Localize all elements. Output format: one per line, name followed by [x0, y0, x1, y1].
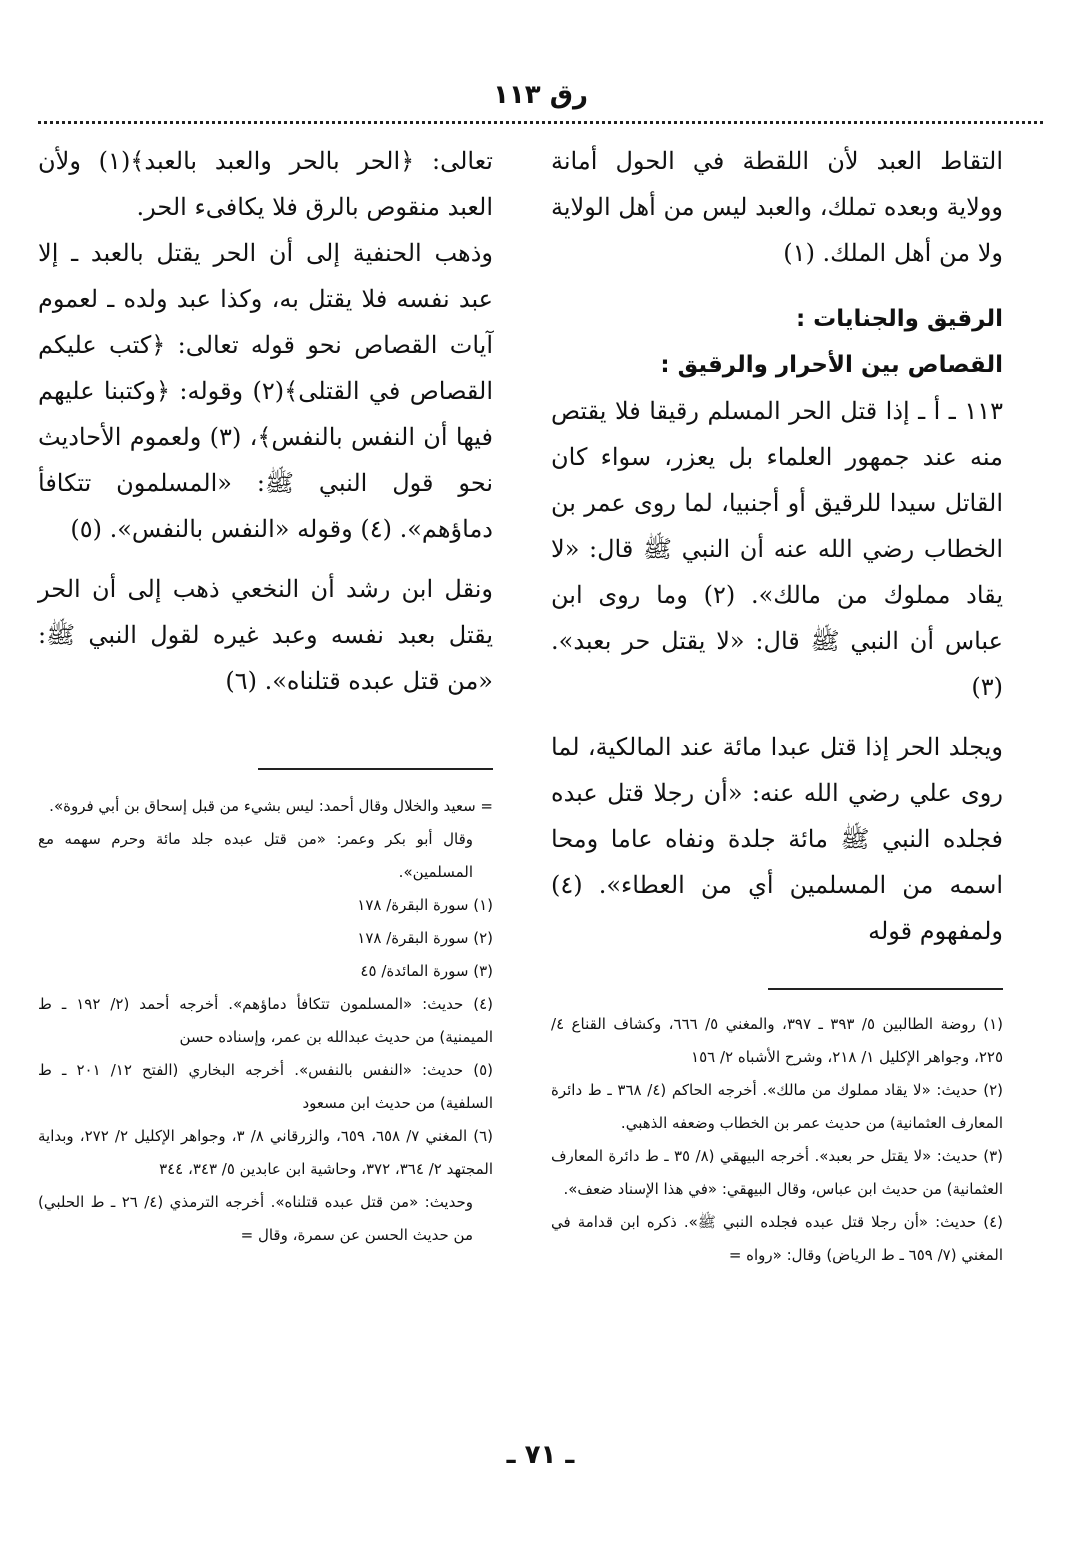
footnote: (٣) حديث: «لا يقتل حر بعبد». أخرجه البيهقي (٨/ ٣٥ ـ ط دائرة المعارف العثمانية) من حديث ابن عباس، وقال البيهقي: «في هذا الإسناد ضعف». [551, 1147, 1003, 1198]
running-title: رق ١١٣ [493, 80, 588, 110]
footnote: (٥) حديث: «النفس بالنفس». أخرجه البخاري (الفتح ١٢/ ٢٠١ ـ ط السلفية) من حديث ابن مسعود [38, 1061, 493, 1112]
footnote: (١) روضة الطالبين ٥/ ٣٩٣ ـ ٣٩٧، والمغني ٥/ ٦٦٦، وكشاف القناع ٤/ ٢٢٥، وجواهر الإكليل ١/ ٢١٨، وشرح الأشباه ٢/ ١٥٦ [551, 1015, 1003, 1066]
footnote: (٤) حديث: «أن رجلا قتل عبده فجلده النبي ﷺ». ذكره ابن قدامة في المغني (٧/ ٦٥٩ ـ ط الرياض) وقال: «رواه = [551, 1213, 1003, 1264]
footnote: (٢) حديث: «لا يقاد مملوك من مالك». أخرجه الحاكم (٤/ ٣٦٨ ـ ط دائرة المعارف العثمانية) من حديث عمر بن الخطاب وضعفه الذهبي. [551, 1081, 1003, 1132]
footnote: وحديث: «من قتل عبده قتلناه». أخرجه الترمذي (٤/ ٢٦ ـ ط الحلبي) من حديث الحسن عن سمرة، وقال = [38, 1193, 473, 1244]
footnote: (٦) المغني ٧/ ٦٥٨، ٦٥٩، والزرقاني ٨/ ٣، وجواهر الإكليل ٢/ ٢٧٢، وبداية المجتهد ٢/ ٣٦٤، ٣٧٢، وحاشية ابن عابدين ٥/ ٣٤٣، ٣٤٤ [38, 1127, 494, 1178]
paragraph-nakhai: ونقل ابن رشد أن النخعي ذهب إلى أن الحر يقتل بعبد نفسه وعبد غيره لقول النبي ﷺ: «من قتل عبده قتلناه». (٦) [38, 575, 493, 695]
footnote: (٤) حديث: «المسلمون تتكافأ دماؤهم». أخرجه أحمد (٢/ ١٩٢ ـ ط الميمنية) من حديث عبدالله بن عمر، وإسناده حسن [38, 995, 494, 1046]
footnote: (٢) سورة البقرة/ ١٧٨ [357, 929, 493, 947]
page-number: ـ ٧١ ـ [506, 1440, 575, 1470]
footnote: (١) سورة البقرة/ ١٧٨ [357, 896, 493, 914]
paragraph-maliki: ويجلد الحر إذا قتل عبدا مائة عند المالكية، لما روى علي رضي الله عنه: «أن رجلا قتل عبده فجلده النبي ﷺ مائة جلدة ونفاه عاما ومحا اسمه من المسلمين أي من العطاء». (٤) ولمفهوم قوله [551, 733, 1003, 945]
paragraph-113: ١١٣ ـ أ ـ إذا قتل الحر المسلم رقيقا فلا يقتص منه عند جمهور العلماء بل يعزر، سواء كان القاتل سيدا للرقيق أو أجنبيا، لما روى عمر بن الخطاب رضي الله عنه أن النبي ﷺ قال: «لا يقاد مملوك من مالك». (٢) وما روى ابن عباس أن النبي ﷺ قال: «لا يقتل حر بعبد». (٣) [551, 397, 1004, 701]
footnotes-right [551, 1008, 1003, 1272]
right-column [551, 138, 1003, 954]
header-dotted-rule [38, 121, 1043, 124]
footnote: وقال أبو بكر وعمر: «من قتل عبده جلد مائة وحرم سهمه مع المسلمين». [38, 830, 473, 881]
paragraph-continuation: تعالى: ﴿الحر بالحر والعبد بالعبد﴾(١) ولأن العبد منقوص بالرق فلا يكافىء الحر. [38, 147, 493, 221]
footnote: = سعيد والخلال وقال أحمد: ليس بشيء من قبل إسحاق بن أبي فروة». [49, 797, 493, 815]
intro-paragraph: التقاط العبد لأن اللقطة في الحول أمانة وولاية وبعده تملك، والعبد ليس من أهل الولاية ولا من أهل الملك. (١) [551, 147, 1003, 267]
footnote: (٣) سورة المائدة/ ٤٥ [360, 962, 493, 980]
footnote-rule-left [258, 768, 493, 770]
paragraph-hanafi: وذهب الحنفية إلى أن الحر يقتل بالعبد ـ إلا عبد نفسه فلا يقتل به، وكذا عبد ولده ـ لعموم آيات القصاص نحو قوله تعالى: ﴿كتب عليكم القصاص في القتلى﴾(٢) وقوله: ﴿وكتبنا عليهم فيها أن النفس بالنفس﴾، (٣) ولعموم الأحاديث نحو قول النبي ﷺ: «المسلمون تتكافأ دماؤهم». (٤) وقوله «النفس بالنفس». (٥) [38, 239, 494, 543]
section-heading: الرقيق والجنايات : [795, 306, 1003, 332]
footnote-rule-right [768, 988, 1003, 990]
footnotes-left [38, 790, 493, 1252]
left-column [38, 138, 493, 704]
subsection-heading: القصاص بين الأحرار والرقيق : [660, 352, 1003, 378]
